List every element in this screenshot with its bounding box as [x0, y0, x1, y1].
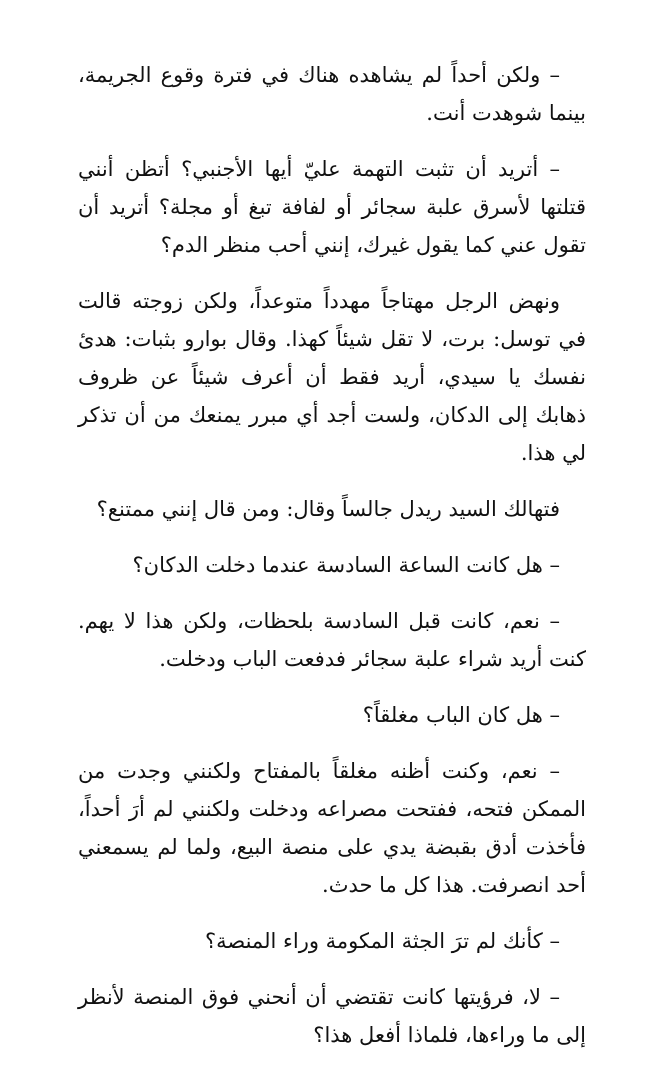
paragraph: – هل كان الباب مغلقاً؟ [362, 703, 560, 727]
paragraph: – ولكن أحداً لم يشاهده هناك في فترة وقوع الجريمة، بينما شوهدت أنت. [78, 63, 586, 125]
book-page-text [78, 56, 586, 1072]
paragraph: – أتريد أن تثبت التهمة عليّ أيها الأجنبي؟ أتظن أنني قتلتها لأسرق علبة سجائر أو لفافة تبغ أو مجلة؟ أتريد أن تقول عني كما يقول غيرك، إنني أحب منظر الدم؟ [78, 157, 586, 257]
paragraph: – لا، فرؤيتها كانت تقتضي أن أنحني فوق المنصة لأنظر إلى ما وراءها، فلماذا أفعل هذا؟ [78, 985, 586, 1047]
paragraph: – نعم، وكنت أظنه مغلقاً بالمفتاح ولكنني وجدت من الممكن فتحه، ففتحت مصراعه ودخلت ولكنني لم أرَ أحداً، فأخذت أدق بقبضة يدي على منصة البيع، ولما لم يسمعني أحد انصرفت. هذا كل ما حدث. [78, 759, 586, 897]
paragraph: – هل كانت الساعة السادسة عندما دخلت الدكان؟ [132, 553, 560, 577]
paragraph: – كأنك لم ترَ الجثة المكومة وراء المنصة؟ [204, 929, 560, 953]
paragraph: ونهض الرجل مهتاجاً مهدداً متوعداً، ولكن زوجته قالت في توسل: برت، لا تقل شيئاً كهذا. وقال بوارو بثبات: هدئ نفسك يا سيدي، أريد فقط أن أعرف شيئاً عن ظروف ذهابك إلى الدكان، ولست أجد أي مبرر يمنعك من أن تذكر لي هذا. [78, 289, 586, 465]
paragraph: فتهالك السيد ريدل جالساً وقال: ومن قال إنني ممتنع؟ [96, 497, 560, 521]
paragraph: – نعم، كانت قبل السادسة بلحظات، ولكن هذا لا يهم. كنت أريد شراء علبة سجائر فدفعت الباب ودخلت. [78, 609, 586, 671]
